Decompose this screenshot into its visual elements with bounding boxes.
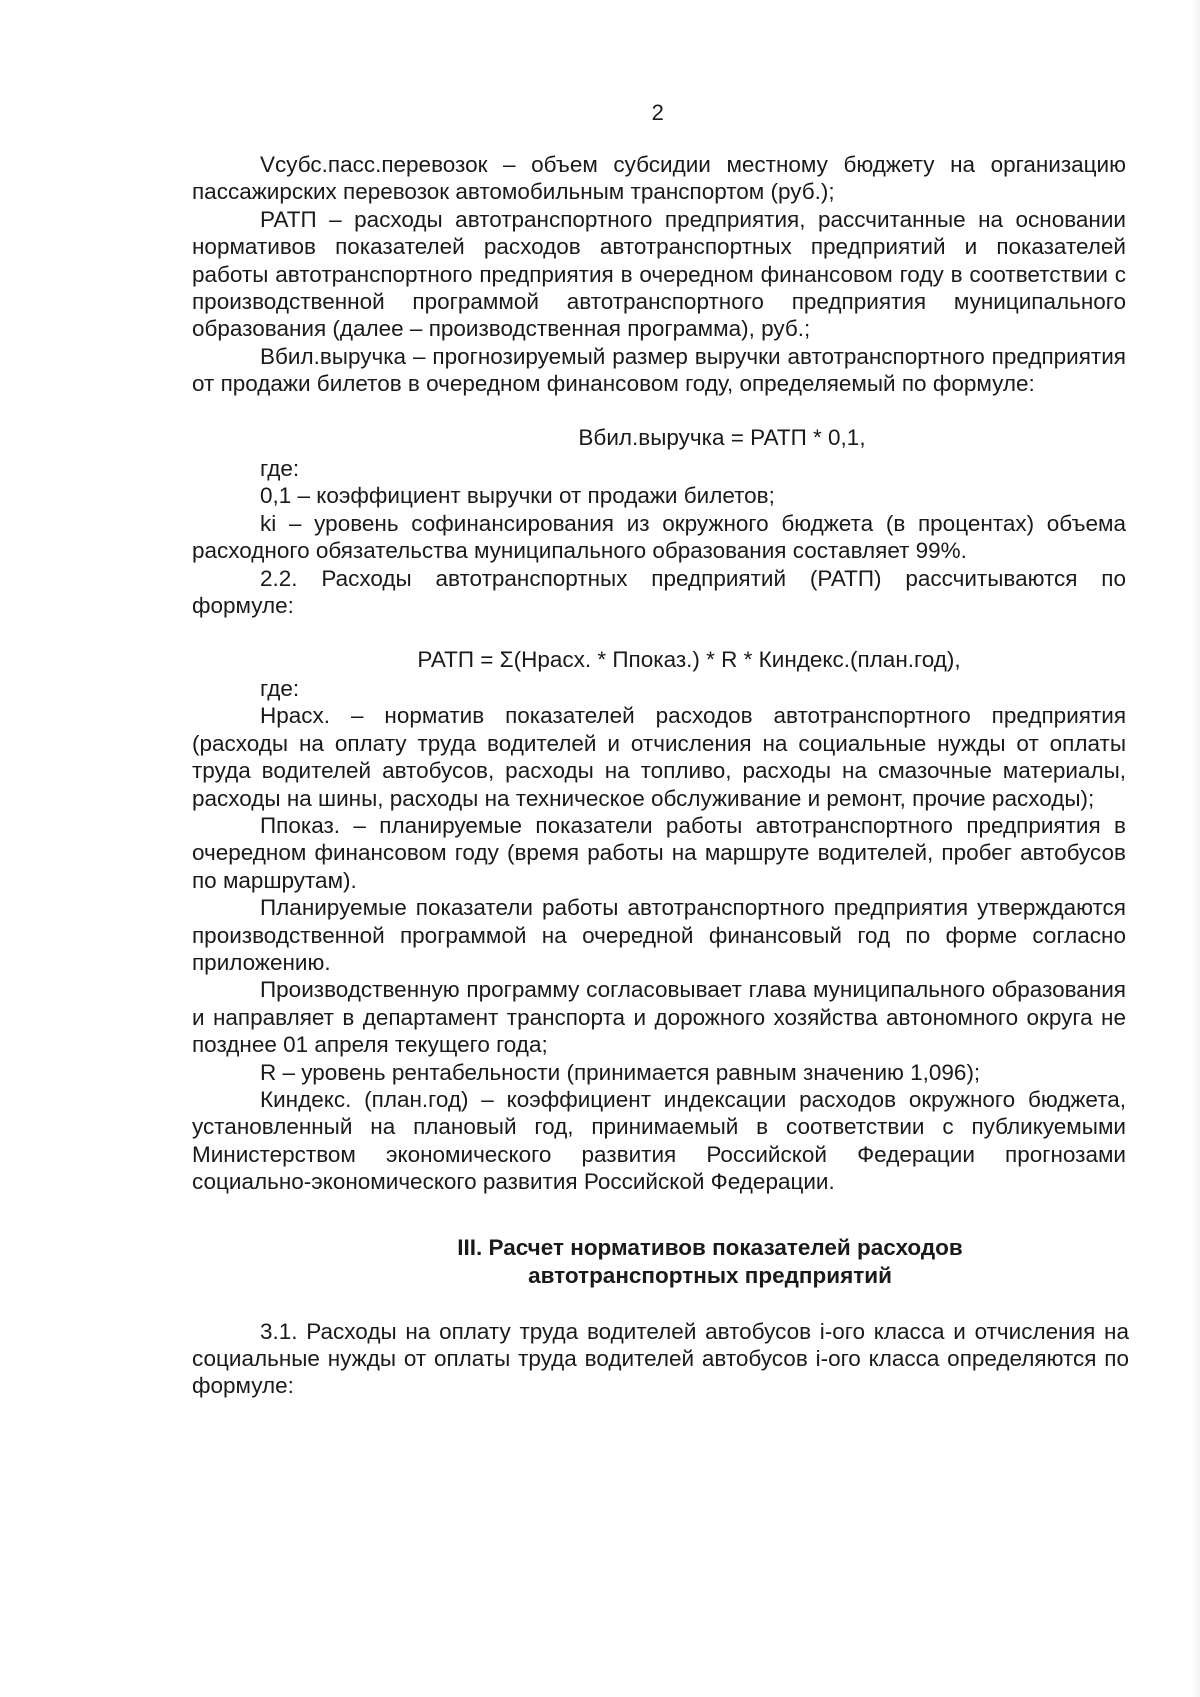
paragraph-ppokaz: Ппоказ. – планируемые показатели работы автотранспортного предприятия в очередном финансовом году (время работы на маршруте водителей, пробег автобусов по маршрутам).: [192, 812, 1126, 893]
paragraph-planned-indicators: Планируемые показатели работы автотранспортного предприятия утверждаются производственной программой на очередной финансовый год по форме согласно приложению.: [192, 895, 1126, 975]
where-label-2: где:: [260, 675, 300, 701]
page-edge-shadow: [1192, 0, 1200, 1697]
paragraph-ratp: РАТП – расходы автотранспортного предприятия, рассчитанные на основании нормативов показателей расходов автотранспортных предприятий и показателей работы автотранспортного предприятия в очередном финансовом году в соответствии с производственной программой автотранспортного предприятия муниципального образования (далее – производственная программа), руб.;: [192, 206, 1126, 342]
section-heading-line-2: автотранспортных предприятий: [528, 1262, 892, 1288]
where-label: где:: [260, 456, 300, 482]
paragraph-vsubs: Vсубс.пасс.перевозок – объем субсидии местному бюджету на организацию пассажирских перевозок автомобильным транспортом (руб.);: [192, 152, 1126, 205]
paragraph-coefficient: 0,1 – коэффициент выручки от продажи билетов;: [260, 483, 775, 509]
paragraph-3-1: 3.1. Расходы на оплату труда водителей автобусов i-ого класса и отчисления на социальные нужды от оплаты труда водителей автобусов i-ого класса определяются по формуле:: [192, 1318, 1129, 1399]
paragraph-ki: ki – уровень софинансирования из окружного бюджета (в процентах) объема расходного обязательства муниципального образования составляет 99%.: [192, 510, 1126, 564]
paragraph-vbil: Вбил.выручка – прогнозируемый размер выручки автотранспортного предприятия от продажи билетов в очередном финансовом году, определяемый по формуле:: [192, 343, 1126, 397]
paragraph-kindex: Киндекс. (план.год) – коэффициент индексации расходов окружного бюджета, установленный на плановый год, принимаемый в соответствии с публикуемыми Министерством экономического развития Российской Федерации прогнозами социально-экономического развития Российской Федерации.: [192, 1087, 1126, 1195]
paragraph-r: R – уровень рентабельности (принимается равным значению 1,096);: [260, 1059, 981, 1085]
paragraph-2-2: 2.2. Расходы автотранспортных предприятий (РАТП) рассчитываются по формуле:: [192, 565, 1126, 619]
section-heading: [192, 1234, 1126, 1290]
paragraph-nrash: Нрасх. – норматив показателей расходов автотранспортного предприятия (расходы на оплату труда водителей и отчисления на социальные нужды от оплаты труда водителей автобусов, расходы на топливо, расходы на смазочные материалы, расходы на шины, расходы на техническое обслуживание и ремонт, прочие расходы);: [192, 703, 1126, 811]
page-number: 2: [651, 100, 665, 125]
paragraph-production-program: Производственную программу согласовывает глава муниципального образования и направляет в департамент транспорта и дорожного хозяйства автономного округа не позднее 01 апреля текущего года;: [192, 977, 1126, 1058]
formula-vbil: Вбил.выручка = РАТП * 0,1,: [578, 424, 866, 450]
document-body: [192, 151, 1129, 1400]
formula-ratp: РАТП = Σ(Нрасх. * Ппоказ.) * R * Киндекс.(план.год),: [417, 646, 961, 672]
section-heading-line-1: III. Расчет нормативов показателей расходов: [457, 1234, 963, 1260]
